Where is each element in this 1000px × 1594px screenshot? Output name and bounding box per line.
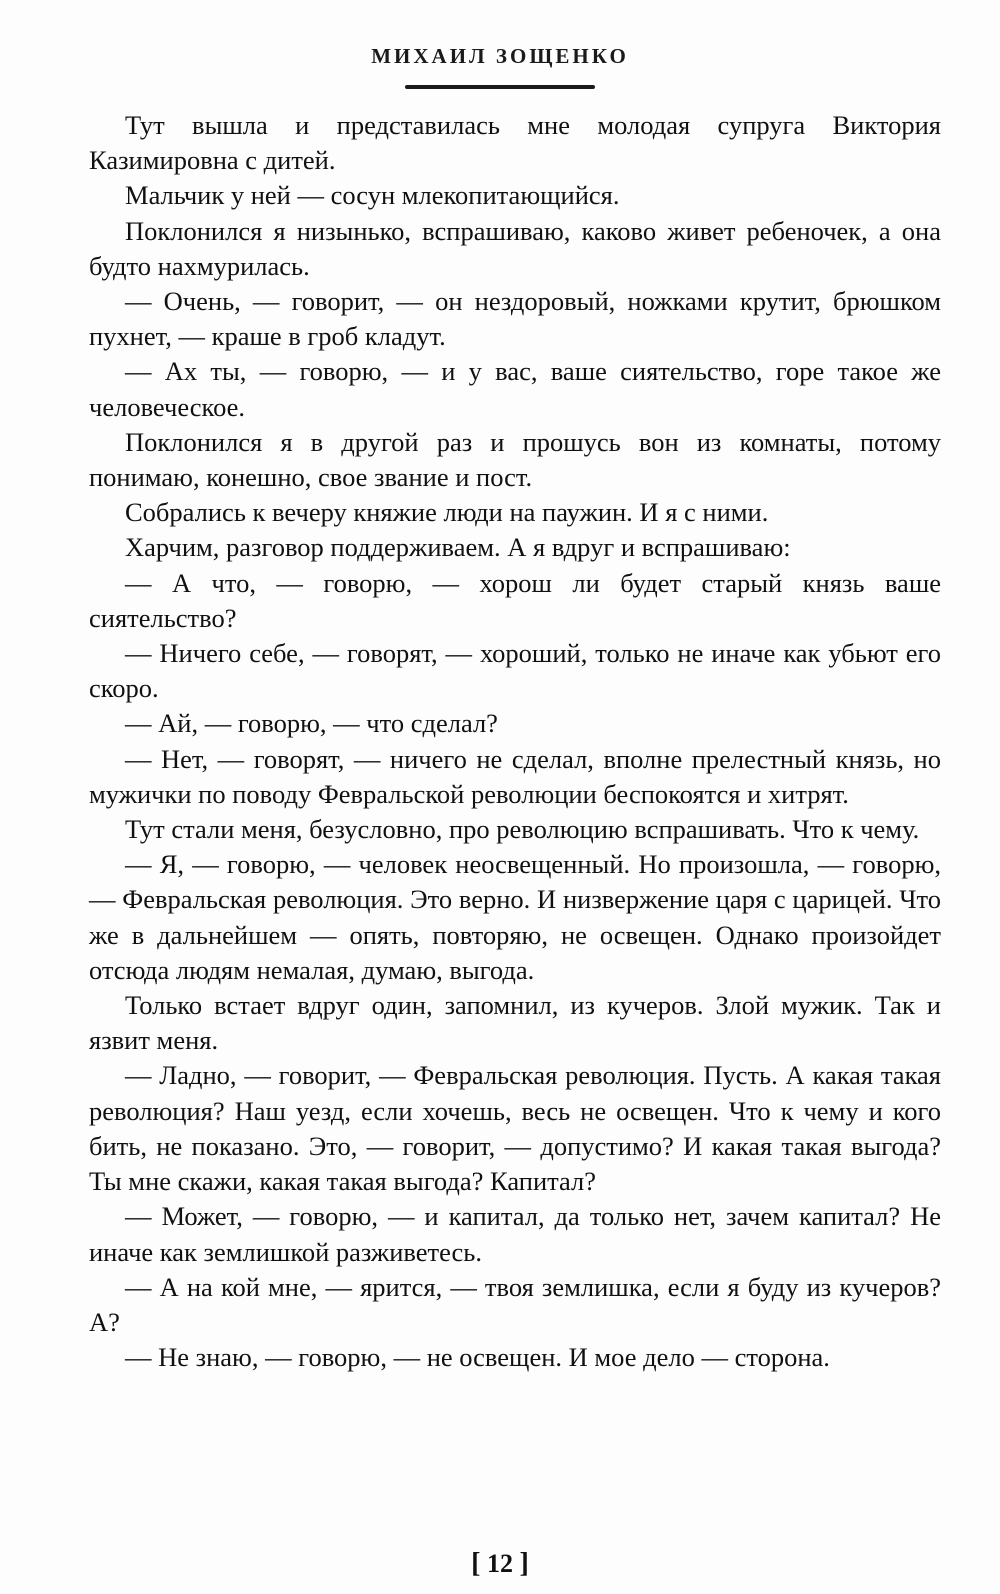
folio-bracket-right: ] — [519, 1548, 529, 1579]
paragraph: Поклонился я в другой раз и прошусь вон из комнаты, потому понимаю, конешно, свое звание и пост. — [89, 426, 941, 493]
paragraph: — Ай, — говорю, — что сделал? — [125, 708, 498, 739]
paragraph: Харчим, разговор поддерживаем. А я вдруг и вспрашиваю: — [125, 532, 791, 563]
paragraph: Поклонился я низынько, вспрашиваю, каково живет ребеночек, а она будто нахмурилась. — [89, 215, 941, 281]
paragraph: Тут вышла и представилась мне молодая супруга Виктория Казимировна с дитей. — [89, 110, 941, 176]
paragraph: — Нет, — говорят, — ничего не сделал, вполне прелестный князь, но мужички по поводу Февральской революции беспокоятся и хитрят. — [89, 743, 941, 809]
paragraph: Только встает вдруг один, запомнил, из кучеров. Злой мужик. Так и язвит меня. — [89, 990, 941, 1056]
paragraph: Тут стали меня, безусловно, про революцию вспрашивать. Что к чему. — [125, 814, 920, 845]
page-number-footer — [0, 1548, 1000, 1580]
paragraph: Собрались к вечеру княжие люди на паужин. И я с ними. — [125, 497, 769, 528]
paragraph: — А что, — говорю, — хорош ли будет старый князь ваше сиятельство? — [89, 567, 941, 633]
paragraph: — Ничего себе, — говорят, — хороший, только не иначе как убьют его скоро. — [89, 638, 941, 704]
paragraph: — Я, — говорю, — человек неосвещенный. Но произошла, — говорю, — Февральская революция. Это верно. И низвержение царя с царицей. Что же в дальнейшем — опять, повторяю, не освещен. Однако произойдет отсюда людям немалая, думаю, выгода. — [89, 849, 941, 985]
header-rule — [405, 85, 595, 89]
paragraph: — А на кой мне, — ярится, — твоя землишка, если я буду из кучеров? А? — [89, 1271, 941, 1337]
body-text — [89, 108, 941, 1375]
page-number: 12 — [487, 1549, 513, 1578]
paragraph: — Ладно, — говорит, — Февральская революция. Пусть. А какая такая революция? Наш уезд, если хочешь, весь не освещен. Что к чему и кого бить, не показано. Это, — говорит, — допустимо? И какая такая выгода? Ты мне скажи, какая такая выгода? Капитал? — [89, 1060, 941, 1197]
paragraph: — Может, — говорю, — и капитал, да только нет, зачем капитал? Не иначе как землишкой разживетесь. — [89, 1201, 941, 1267]
paragraph: Мальчик у ней — сосун млекопитающийся. — [125, 180, 620, 211]
running-head-author: МИХАИЛ ЗОЩЕНКО — [371, 44, 629, 68]
page-header — [0, 44, 1000, 69]
paragraph: — Очень, — говорит, — он нездоровый, ножками крутит, брюшком пухнет, — краше в гроб кладут. — [89, 286, 941, 352]
paragraph: — Не знаю, — говорю, — не освещен. И мое дело — сторона. — [125, 1342, 830, 1373]
paragraph: — Ах ты, — говорю, — и у вас, ваше сиятельство, горе такое же человеческое. — [89, 356, 941, 422]
folio-bracket-left: [ — [471, 1548, 481, 1579]
